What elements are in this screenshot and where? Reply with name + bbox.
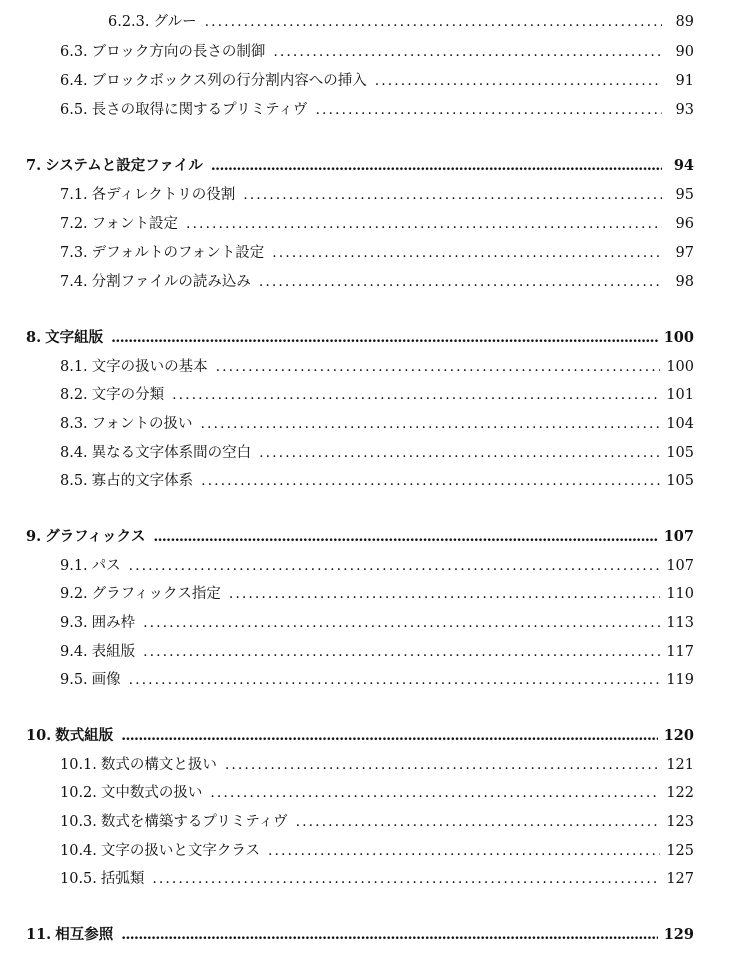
dot-leader — [129, 668, 661, 692]
toc-entry-page-number: 119 — [666, 672, 694, 688]
dot-leader — [129, 554, 661, 578]
toc-entry-number: 6.5. — [60, 102, 88, 118]
toc-entry-page-number: 98 — [675, 274, 694, 290]
toc-entry-number: 8.4. — [60, 445, 88, 461]
toc-entry-title: 異なる文字体系間の空白 — [91, 445, 252, 461]
toc-entry-title: ブロックボックス列の行分割内容への挿入 — [91, 73, 367, 89]
toc-entry-page-number: 91 — [675, 73, 694, 89]
toc-entry-page-number: 120 — [663, 727, 694, 744]
toc-entry-title: 表組版 — [91, 644, 136, 660]
toc-entry-title: 囲み枠 — [91, 615, 136, 631]
toc-entry-section[interactable] — [0, 241, 739, 265]
toc-entry-number: 10.1. — [60, 757, 97, 773]
toc-entry-title: 分割ファイルの読み込み — [91, 274, 251, 290]
toc-entry-page-number: 93 — [675, 102, 694, 118]
toc-entry-number: 9.3. — [60, 615, 88, 631]
toc-entry-number: 8.2. — [60, 387, 88, 403]
dot-leader — [210, 781, 660, 805]
toc-entry-page-number: 94 — [673, 157, 694, 174]
toc-entry-title: 寡占的文字体系 — [91, 473, 194, 489]
dot-leader — [315, 98, 662, 122]
toc-entry-chapter[interactable] — [0, 525, 739, 549]
toc-entry-title: パス — [91, 558, 121, 574]
toc-entry-number: 8. — [26, 329, 42, 346]
toc-entry-section[interactable] — [0, 441, 739, 465]
dot-leader — [273, 40, 662, 64]
toc-entry-page-number: 113 — [666, 615, 694, 631]
toc-entry-section[interactable] — [0, 183, 739, 207]
dot-leader — [243, 183, 662, 207]
toc-entry-page-number: 101 — [666, 387, 694, 403]
toc-entry-section[interactable] — [0, 668, 739, 692]
toc-entry-number: 9.1. — [60, 558, 88, 574]
toc-entry-number: 10.5. — [60, 871, 97, 887]
toc-entry-number: 7.1. — [60, 187, 88, 203]
dot-leader — [259, 270, 662, 294]
toc-entry-section[interactable] — [0, 582, 739, 606]
toc-entry-title: フォント設定 — [91, 216, 178, 232]
toc-entry-chapter[interactable] — [0, 923, 739, 947]
toc-entry-title: グラフィックス — [45, 528, 146, 545]
toc-entry-section[interactable] — [0, 355, 739, 379]
toc-entry-section[interactable] — [0, 69, 739, 93]
toc-entry-number: 9. — [26, 528, 42, 545]
dot-leader — [121, 724, 657, 748]
toc-entry-section[interactable] — [0, 753, 739, 777]
toc-entry-section[interactable] — [0, 40, 739, 64]
dot-leader — [172, 383, 660, 407]
toc-entry-page-number: 123 — [666, 814, 694, 830]
dot-leader — [111, 326, 658, 350]
toc-entry-title: 文字の分類 — [91, 387, 165, 403]
dot-leader — [259, 441, 660, 465]
toc-entry-page-number: 95 — [675, 187, 694, 203]
toc-entry-number: 9.2. — [60, 586, 88, 602]
toc-entry-title: 括弧類 — [100, 871, 145, 887]
toc-entry-section[interactable] — [0, 554, 739, 578]
toc-entry-number: 7. — [26, 157, 42, 174]
toc-entry-page-number: 89 — [675, 14, 694, 30]
dot-leader — [121, 923, 657, 947]
toc-entry-title: 各ディレクトリの役割 — [91, 187, 236, 203]
toc-entry-title: 画像 — [91, 672, 121, 688]
dot-leader — [186, 212, 662, 236]
toc-entry-page-number: 100 — [663, 329, 694, 346]
toc-entry-page-number: 127 — [666, 871, 694, 887]
toc-entry-section[interactable] — [0, 640, 739, 664]
toc-entry-title: フォントの扱い — [91, 416, 193, 432]
toc-entry-title: 相互参照 — [55, 926, 114, 943]
toc-entry-section[interactable] — [0, 412, 739, 436]
toc-entry-page-number: 110 — [666, 586, 694, 602]
toc-entry-chapter[interactable] — [0, 326, 739, 350]
toc-entry-title: グラフィックス指定 — [91, 586, 221, 602]
toc-entry-number: 6.2.3. — [108, 14, 150, 30]
dot-leader — [201, 469, 660, 493]
toc-entry-page-number: 105 — [666, 473, 694, 489]
dot-leader — [296, 810, 661, 834]
toc-entry-section[interactable] — [0, 781, 739, 805]
toc-entry-number: 10.2. — [60, 785, 97, 801]
dot-leader — [229, 582, 660, 606]
toc-entry-title: デフォルトのフォント設定 — [91, 245, 265, 261]
toc-entry-section[interactable] — [0, 270, 739, 294]
dot-leader — [200, 412, 660, 436]
toc-entry-number: 6.3. — [60, 44, 88, 60]
dot-leader — [152, 867, 660, 891]
toc-entry-page-number: 96 — [675, 216, 694, 232]
toc-entry-title: 文字の扱いの基本 — [91, 359, 208, 375]
toc-entry-page-number: 125 — [666, 843, 694, 859]
toc-entry-page-number: 100 — [666, 359, 694, 375]
toc-entry-chapter[interactable] — [0, 154, 739, 178]
toc-entry-title: 数式を構築するプリミティヴ — [100, 814, 288, 830]
toc-entry-title: グルー — [153, 14, 197, 30]
toc-entry-section[interactable] — [0, 212, 739, 236]
dot-leader — [216, 355, 661, 379]
toc-entry-page-number: 97 — [675, 245, 694, 261]
toc-entry-number: 8.3. — [60, 416, 88, 432]
toc-entry-page-number: 104 — [666, 416, 694, 432]
dot-leader — [211, 154, 662, 178]
dot-leader — [143, 611, 660, 635]
toc-entry-number: 10. — [26, 727, 52, 744]
dot-leader — [272, 241, 662, 265]
dot-leader — [375, 69, 662, 93]
toc-entry-number: 9.5. — [60, 672, 88, 688]
toc-entry-title: 文中数式の扱い — [100, 785, 203, 801]
toc-entry-section[interactable] — [0, 469, 739, 493]
toc-entry-section[interactable] — [0, 839, 739, 863]
toc-entry-page-number: 107 — [666, 558, 694, 574]
toc-entry-number: 7.2. — [60, 216, 88, 232]
dot-leader — [268, 839, 660, 863]
toc-entry-number: 8.1. — [60, 359, 88, 375]
toc-entry-section[interactable] — [0, 810, 739, 834]
toc-entry-title: ブロック方向の長さの制御 — [91, 44, 266, 60]
toc-entry-number: 7.3. — [60, 245, 88, 261]
toc-entry-title: 数式組版 — [55, 727, 114, 744]
toc-entry-title: 長さの取得に関するプリミティヴ — [91, 102, 308, 118]
toc-entry-number: 11. — [26, 926, 52, 943]
toc-entry-title: 文字組版 — [45, 329, 104, 346]
toc-entry-subsection[interactable] — [0, 10, 739, 34]
toc-entry-title: システムと設定ファイル — [45, 157, 203, 174]
toc-entry-title: 数式の構文と扱い — [100, 757, 217, 773]
toc-entry-page-number: 122 — [666, 785, 694, 801]
toc-entry-page-number: 121 — [666, 757, 694, 773]
dot-leader — [225, 753, 660, 777]
dot-leader — [205, 10, 662, 34]
toc-entry-page-number: 107 — [663, 528, 694, 545]
toc-entry-number: 10.3. — [60, 814, 97, 830]
dot-leader — [143, 640, 660, 664]
toc-entry-number: 10.4. — [60, 843, 97, 859]
toc-entry-page-number: 90 — [675, 44, 694, 60]
toc-entry-page-number: 129 — [663, 926, 694, 943]
toc-entry-section[interactable] — [0, 98, 739, 122]
toc-entry-section[interactable] — [0, 611, 739, 635]
toc-entry-page-number: 105 — [666, 445, 694, 461]
toc-entry-number: 6.4. — [60, 73, 88, 89]
toc-entry-page-number: 117 — [666, 644, 694, 660]
toc-entry-section[interactable] — [0, 867, 739, 891]
toc-entry-chapter[interactable] — [0, 724, 739, 748]
dot-leader — [153, 525, 657, 549]
toc-entry-number: 7.4. — [60, 274, 88, 290]
toc-entry-number: 9.4. — [60, 644, 88, 660]
toc-entry-section[interactable] — [0, 383, 739, 407]
toc-entry-title: 文字の扱いと文字クラス — [100, 843, 260, 859]
toc-entry-number: 8.5. — [60, 473, 88, 489]
